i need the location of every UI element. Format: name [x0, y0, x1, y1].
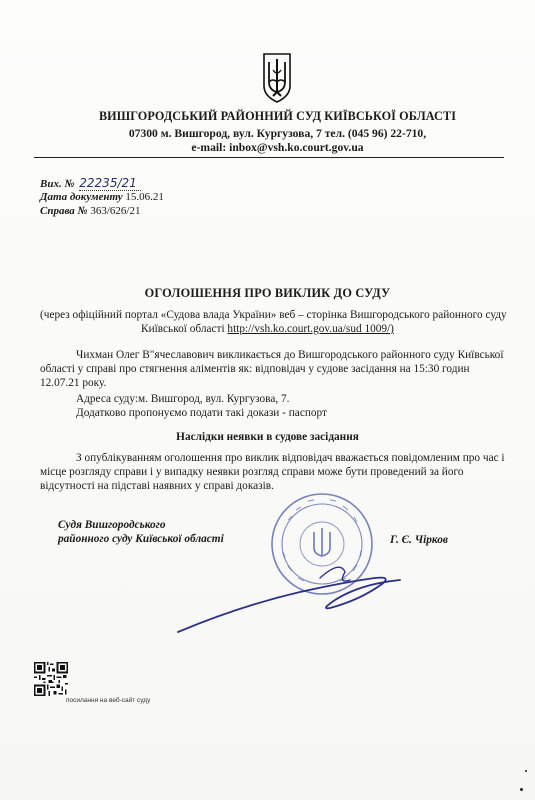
court-website-link[interactable]: http://vsh.ko.court.gov.ua/sud 1009/) [227, 323, 394, 335]
consequences-heading: Наслідки неявки в судове засідання [176, 431, 359, 443]
qr-code [34, 662, 68, 696]
case-label: Справа № [40, 205, 88, 217]
judge-name: Г. Є. Чірков [390, 534, 448, 546]
ukraine-trident-emblem [262, 52, 292, 104]
summons-line-3: 12.07.21 року. [40, 377, 107, 389]
consequences-line-2: місце розгляду справи і у випадку неявки розгляд справи може бути проведений за його [40, 466, 464, 478]
evidence-text: Додатково пропонуємо подати такі докази - паспорт [76, 407, 327, 419]
court-address-text: Адреса суду:м. Вишгород, вул. Кургузова, 7. [76, 393, 290, 405]
portal-line-2 [0, 322, 535, 336]
qr-caption: посилання на веб-сайт суду [66, 697, 151, 704]
document-date-line [40, 191, 164, 203]
judge-role-line-1: Судя Вишгородського [58, 519, 166, 531]
consequences-line-1: З опублікуванням оголошення про виклик відповідач вважається повідомленим про час і [76, 452, 505, 464]
outgoing-number-line [40, 176, 141, 191]
judge-role-line-2: районного суду Київської області [58, 533, 224, 545]
consequences-line-3: відсутності на підставі наявних у справі доказів. [40, 480, 274, 492]
outgoing-label: Вих. № [40, 178, 75, 190]
court-email-line [10, 141, 535, 154]
case-number-line [40, 205, 140, 217]
header-divider [34, 157, 504, 158]
document-date: 15.06.21 [125, 191, 164, 203]
judge-signature [170, 520, 410, 640]
court-email[interactable]: inbox@vsh.ko.court.gov.ua [229, 141, 364, 154]
court-name: ВИШГОРОДСЬКИЙ РАЙОННИЙ СУД КИЇВСЬКОЇ ОБЛАСТІ [98, 109, 457, 123]
case-number: 363/626/21 [90, 205, 141, 217]
court-address: 07300 м. Вишгород, вул. Кургузова, 7 тел. (045 96) 22-710, [128, 127, 427, 140]
outgoing-number: 22235/21 [79, 176, 141, 191]
portal-region: Київської області [141, 323, 225, 335]
email-label: e-mail: [191, 141, 227, 154]
date-label: Дата документу [40, 191, 123, 203]
notice-title: ОГОЛОШЕННЯ ПРО ВИКЛИК ДО СУДУ [144, 286, 391, 300]
summons-line-2: області у справі про стягнення аліментів як: відповідач у судове засідання на 15:30 годин [40, 363, 470, 375]
summons-line-1: Чихман Олег В"ячеславович викликається до Вишгородського районного суду Київської [76, 349, 504, 361]
scan-speck [520, 788, 523, 791]
scan-speck [525, 770, 527, 772]
portal-line-1: (через офіційний портал «Судова влада України» веб – сторінка Вишгородського районного суду [40, 309, 507, 321]
